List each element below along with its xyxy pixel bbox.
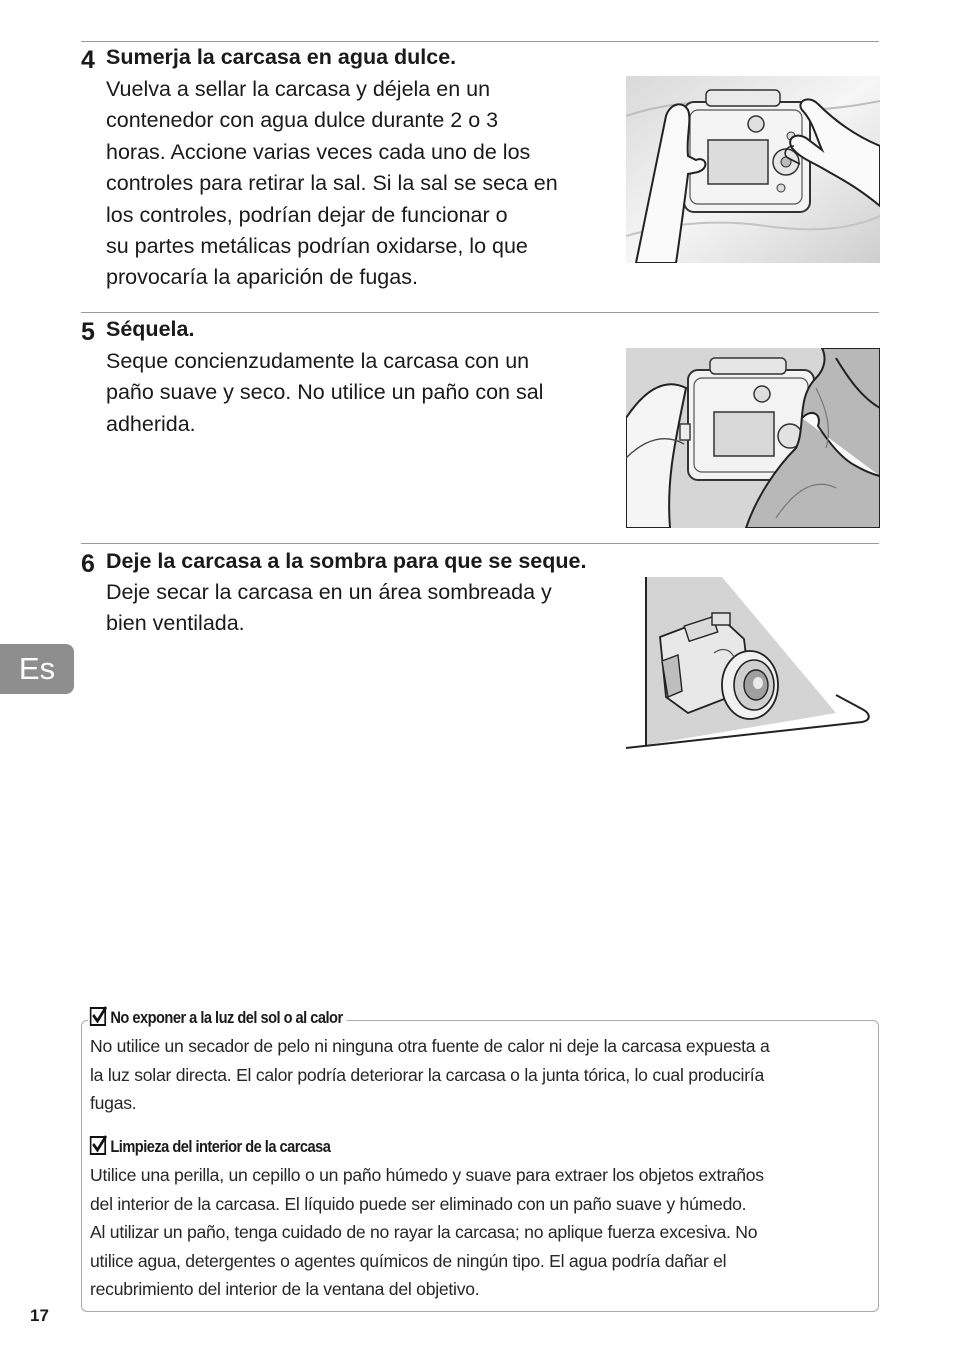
- step-5-divider: [81, 312, 879, 313]
- step-6-number: 6: [81, 550, 95, 578]
- note-2-title: Limpieza del interior de la carcasa: [110, 1137, 331, 1156]
- step-6-line: Deje secar la carcasa en un área sombreada y: [106, 580, 552, 604]
- step-6-divider: [81, 543, 879, 544]
- step-5-title: Séquela.: [106, 317, 195, 341]
- rinse-housing-illustration: [626, 76, 880, 263]
- step-4-number: 4: [81, 46, 95, 74]
- note-2-line: del interior de la carcasa. El líquido puede ser eliminado con un paño suave y húmedo.: [90, 1193, 747, 1214]
- note-1-line: fugas.: [90, 1093, 137, 1114]
- step-4-line: su partes metálicas podrían oxidarse, lo que: [106, 234, 528, 259]
- step-5-number: 5: [81, 318, 95, 346]
- dry-housing-illustration: [626, 348, 880, 528]
- step-4-line: horas. Accione varias veces cada uno de los: [106, 139, 531, 164]
- caution-check-icon: [90, 1135, 107, 1155]
- step-4-line: los controles, podrían dejar de funcionar o: [106, 202, 508, 227]
- step-4-line: contenedor con agua dulce durante 2 o 3: [106, 108, 499, 133]
- note-2-line: utilice agua, detergentes o agentes químicos de ningún tipo. El agua podría dañar el: [90, 1250, 727, 1271]
- step-4-divider: [81, 41, 879, 42]
- note-2-line: Al utilizar un paño, tenga cuidado de no rayar la carcasa; no aplique fuerza excesiva. No: [90, 1222, 758, 1243]
- step-5-line: Seque concienzudamente la carcasa con un: [106, 349, 530, 373]
- shade-drying-illustration: [626, 577, 872, 752]
- step-4-line: Vuelva a sellar la carcasa y déjela en un: [106, 77, 491, 101]
- note-2-heading: [88, 1135, 335, 1158]
- step-6-body: [106, 577, 552, 640]
- caution-check-icon: [90, 1006, 107, 1026]
- step-5-body: [106, 346, 543, 440]
- note-1-line: No utilice un secador de pelo ni ninguna otra fuente de calor ni deje la carcasa expuesta a: [90, 1036, 770, 1056]
- note-1-title: No exponer a la luz del sol o al calor: [110, 1008, 343, 1027]
- step-4-line: controles para retirar la sal. Si la sal se seca en: [106, 171, 558, 196]
- step-4-title: Sumerja la carcasa en agua dulce.: [106, 45, 457, 69]
- step-4-body: [106, 74, 558, 294]
- step-6-title: Deje la carcasa a la sombra para que se seque.: [106, 549, 587, 573]
- note-2-body: [90, 1161, 865, 1304]
- step-6-line: bien ventilada.: [106, 611, 245, 636]
- language-tab: Es: [0, 644, 74, 694]
- note-1-heading: [88, 1006, 347, 1029]
- step-4-line: provocaría la aparición de fugas.: [106, 265, 418, 290]
- step-5-line: adherida.: [106, 411, 196, 436]
- note-2-line: Utilice una perilla, un cepillo o un paño húmedo y suave para extraer los objetos extraños: [90, 1165, 764, 1185]
- note-2-line: recubrimiento del interior de la ventana del objetivo.: [90, 1279, 480, 1300]
- note-1-line: la luz solar directa. El calor podría deteriorar la carcasa o la junta tórica, lo cual produciría: [90, 1064, 764, 1085]
- page-number: 17: [30, 1306, 49, 1325]
- step-5-line: paño suave y seco. No utilice un paño con sal: [106, 380, 544, 405]
- note-1-body: [90, 1032, 865, 1118]
